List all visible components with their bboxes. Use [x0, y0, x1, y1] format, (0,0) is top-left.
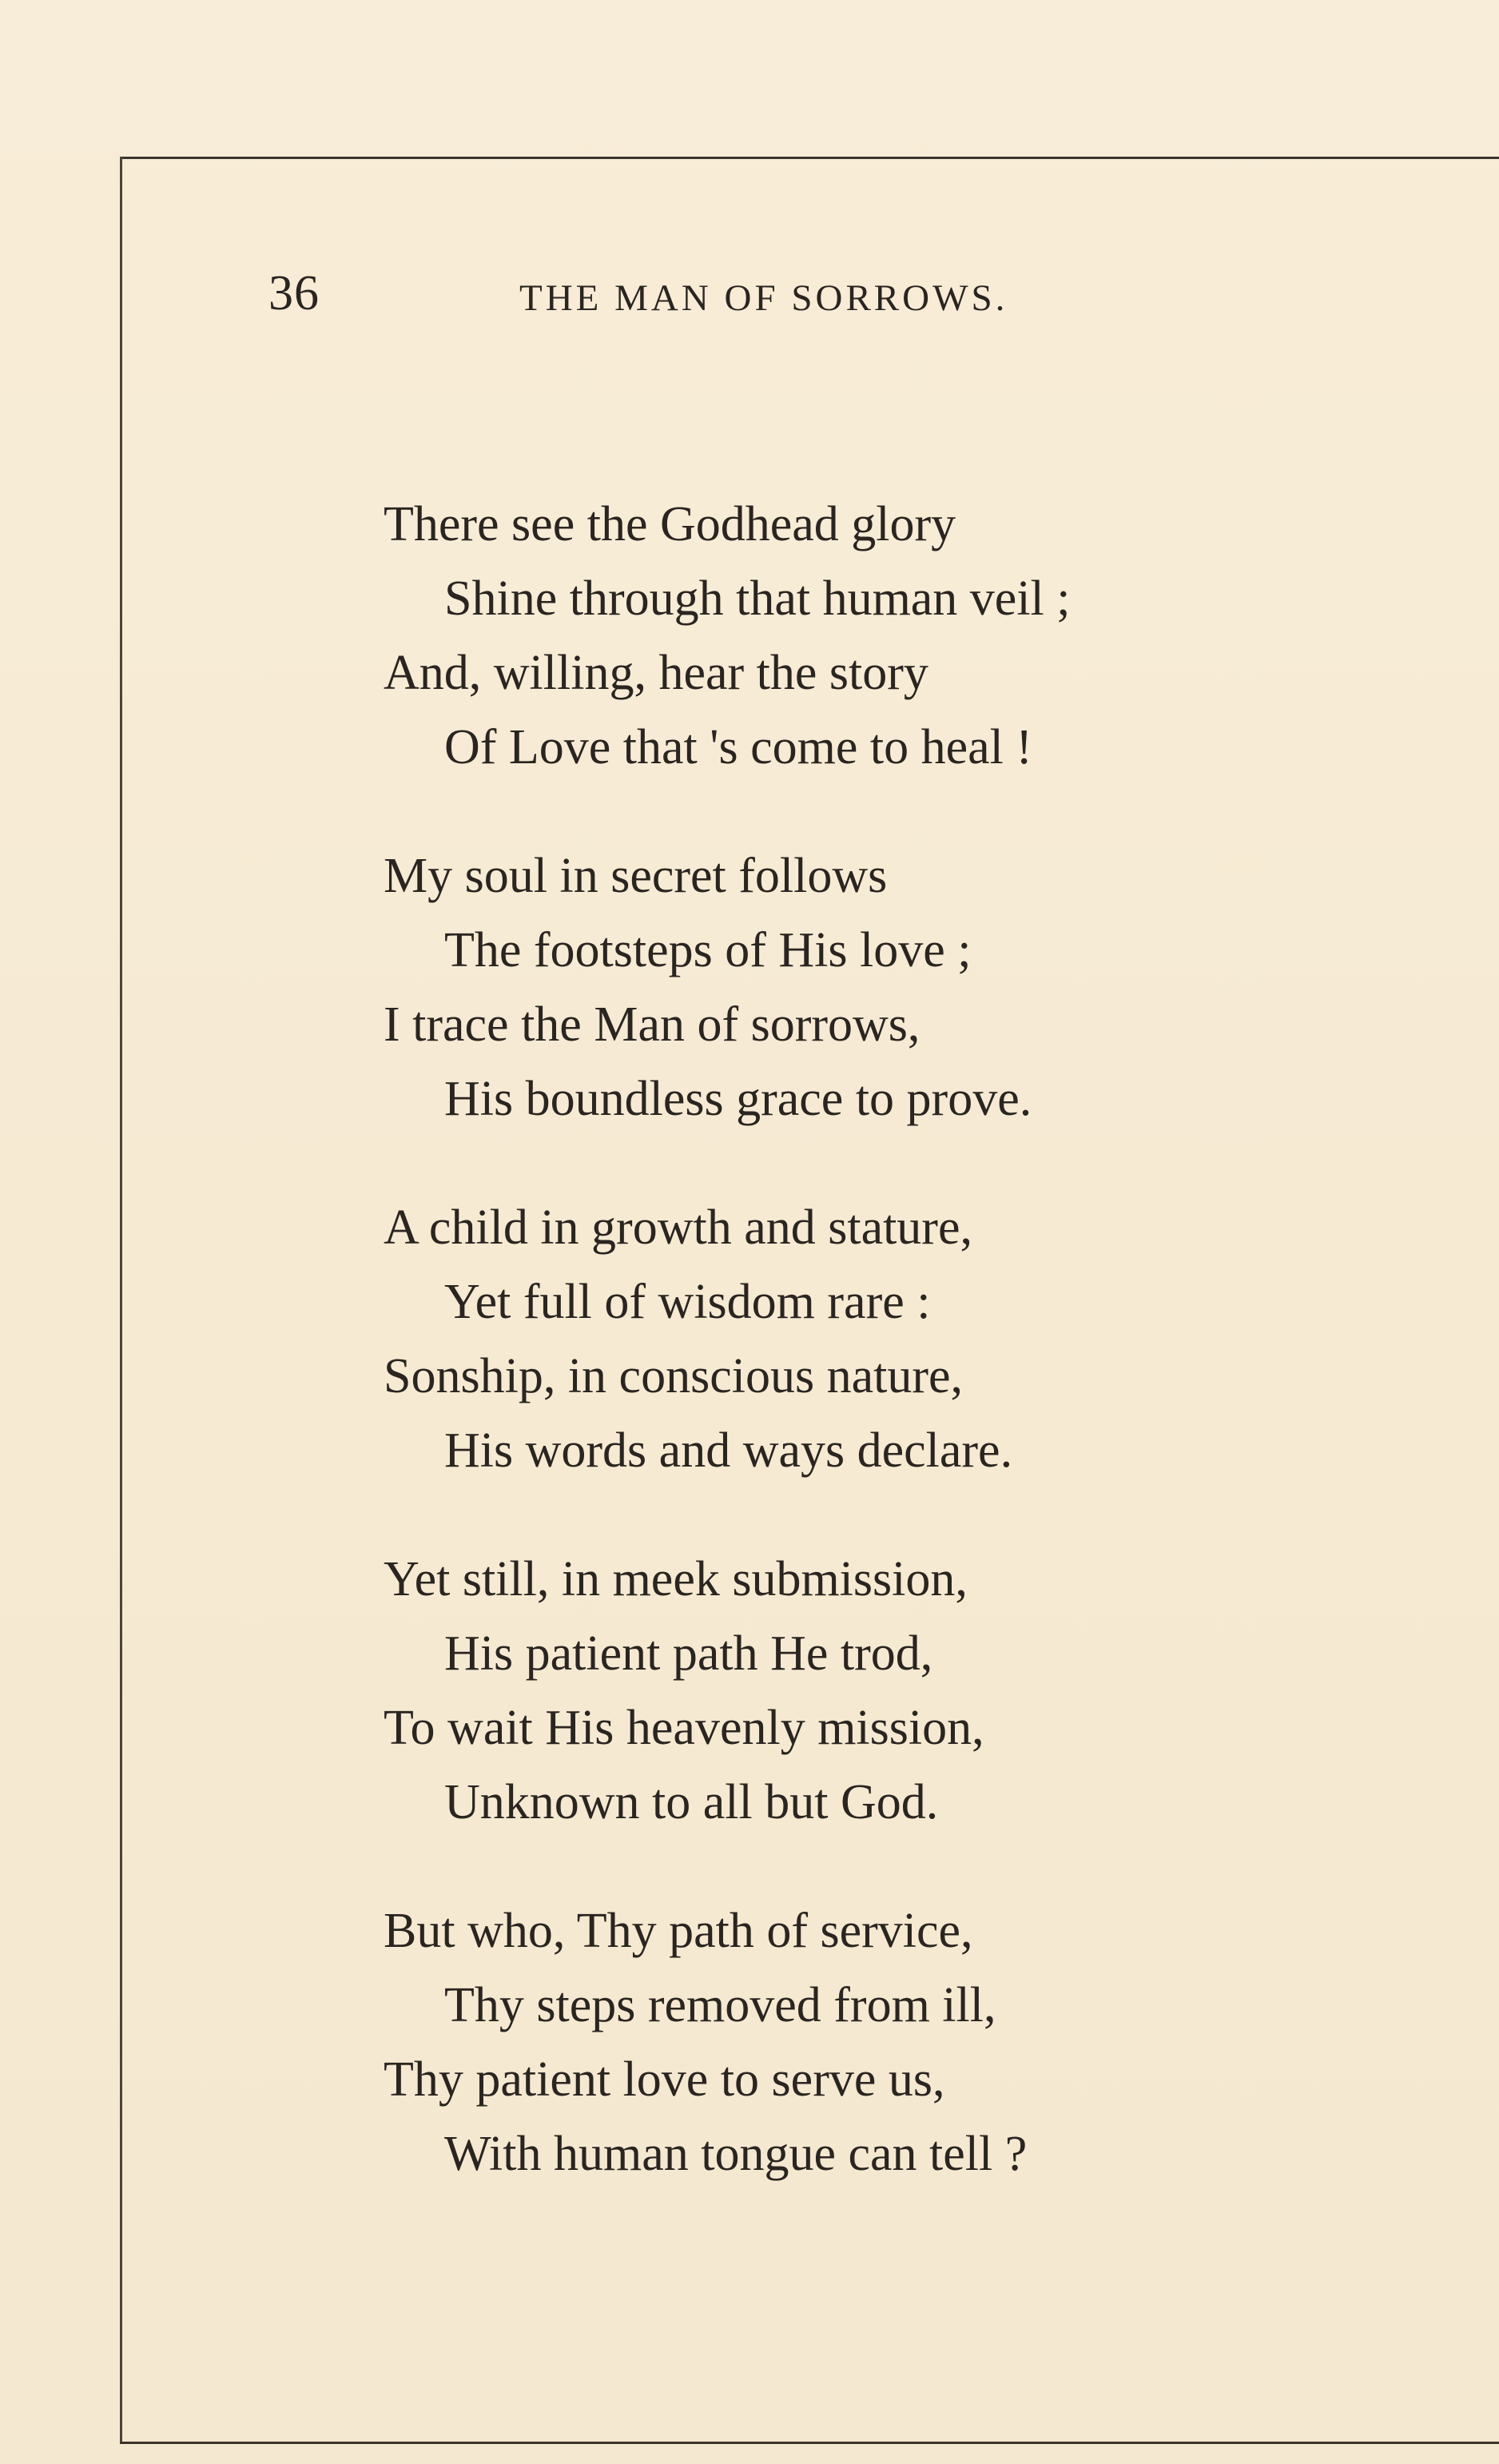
poem-line: Of Love that 's come to heal !: [444, 720, 1032, 774]
running-head: THE MAN OF SORROWS.: [519, 277, 1008, 319]
poem-line: And, willing, hear the story: [384, 646, 928, 700]
poem-line: Sonship, in conscious nature,: [384, 1349, 963, 1403]
poem-line: I trace the Man of sorrows,: [384, 997, 920, 1052]
poem-line: Yet still, in meek submission,: [384, 1552, 968, 1606]
poem-line: Thy patient love to serve us,: [384, 2052, 945, 2107]
poem-line: Thy steps removed from ill,: [444, 1978, 996, 2032]
poem-line: His patient path He trod,: [444, 1626, 933, 1681]
poem-line: But who, Thy path of service,: [384, 1904, 973, 1958]
poem-line: The footsteps of His love ;: [444, 923, 972, 977]
poem-line: With human tongue can tell ?: [444, 2127, 1028, 2181]
left-rule: [120, 157, 122, 2444]
poem-line: A child in growth and stature,: [384, 1200, 972, 1255]
poem: [384, 488, 1438, 2246]
poem-line: There see the Godhead glory: [384, 497, 956, 551]
poem-line: Shine through that human veil ;: [444, 571, 1071, 626]
poem-line: His words and ways declare.: [444, 1423, 1013, 1478]
stanza-4: [384, 1542, 1438, 1840]
stanza-3: [384, 1191, 1438, 1488]
top-rule: [120, 157, 1499, 159]
poem-line: Yet full of wisdom rare :: [444, 1275, 931, 1329]
poem-line: My soul in secret follows: [384, 849, 888, 903]
stanza-5: [384, 1894, 1438, 2191]
poem-line: His boundless grace to prove.: [444, 1072, 1032, 1126]
stanza-1: [384, 488, 1438, 785]
bottom-rule: [120, 2442, 1499, 2444]
poem-line: Unknown to all but God.: [444, 1775, 939, 1829]
poem-line: To wait His heavenly mission,: [384, 1701, 984, 1755]
page-number: 36: [268, 266, 320, 320]
stanza-2: [384, 839, 1438, 1136]
